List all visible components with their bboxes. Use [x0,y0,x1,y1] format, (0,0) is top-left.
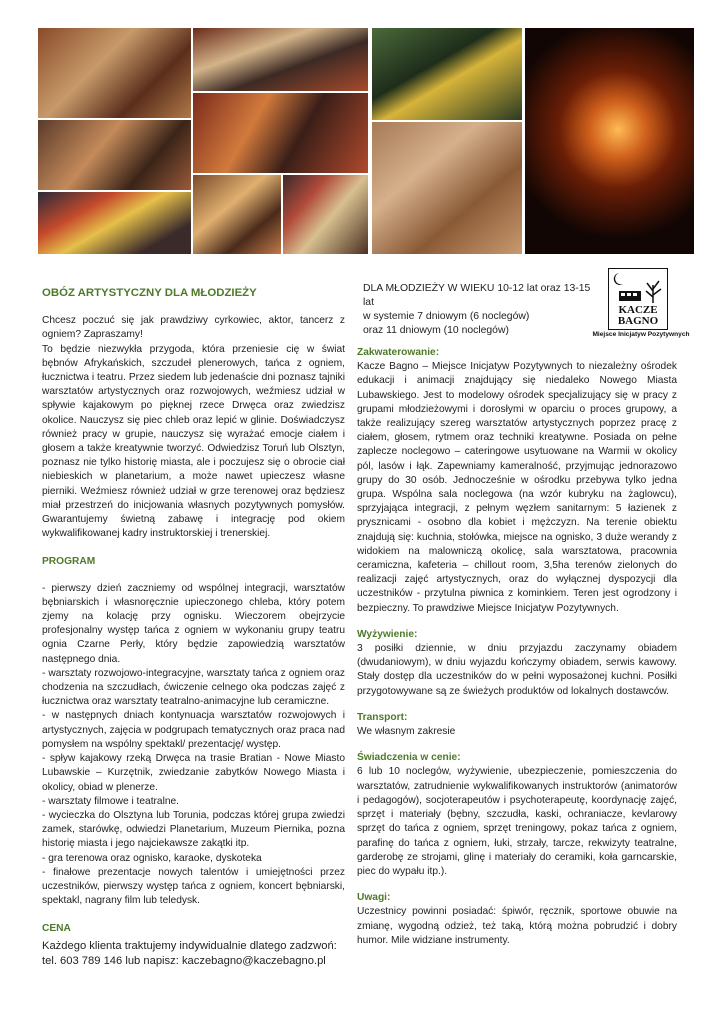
program-item: - w następnych dniach kontynuacja warsztatów rozwojowych i artystycznych, zajęcia w podgrupach tematycznych oraz praca nad pomysłem na wspólny spektakl/ prezentację/ występ. [42,710,345,750]
accommodation-text: Kacze Bagno – Miejsce Inicjatyw Pozytywnych to niezależny ośrodek edukacji i animacji znajdujący się niedaleko Nowego Miasta Lubawskiego. Jest to modelowy ośrodek specjalizujący się w pracy z grupami młodzieżowymi i dorosłymi w oparciu o proces grupowy, a także realizujący szereg warsztatów artystycznych poprzez pracę z ciałem, głosem, rytmem oraz techniki kreatywne. Posiada on pełne zaplecze noclegowo – cateringowe usytuowane na Warmii w okolicy pól, lasów i łąk. Zapewniamy kameralność, przyjmując jednorazowo grupy do 30 osób. Jednocześnie w ośrodku przebywa tylko jedna grupa. Wspólna sala noclegowa (na wzór kubryku na żaglowcu), sprzyjająca integracji, z pełnym węzłem sanitarnym: 5 łazienek z prysznicami - osobno dla kobiet i mężczyzn. Na terenie obiektu znajdują się: kuchnia, stołówka, miejsce na ognisko, 3 duże werandy z widokiem na malowniczą okolicę, sala warsztatowa, pracownia ceramiczna, kafeteria – chillout room, 3,5ha terenów zielonych do realizacji zajęć artystycznych, oraz do wyłącznej dyspozycji dla uczestników - przytulna piwnica z kominkiem. Teren jest ogrodzony i bezpieczny. To prawdziwe Miejsce Inicjatyw Pozytywnych. [357,361,677,614]
svg-text:BAGNO: BAGNO [617,315,659,327]
page-title: OBÓZ ARTYSTYCZNY DLA MŁODZIEŻY [42,287,257,299]
logo-caption: Miejsce Inicjatyw Pozytywnych [592,331,690,338]
right-column [357,282,677,948]
services-heading: Świadczenia w cenie: [357,752,461,764]
food-heading: Wyżywienie: [357,628,418,640]
stilts-photo [283,175,368,254]
description-text: To będzie niezwykła przygoda, która przeniesie cię w świat bębnów Afrykańskich, szczudeł plenerowych, tańca z ogniem, łucznictwa i teatru. Przez siedem lub jedenaście dni poznasz tajniki warsztatów artystycznych oraz rozwojowych, weźmiesz udział w spływie kajakowym po pięknej rzece Drwęca oraz zwiedzisz okolice. Nauczysz się piec chleb oraz lepić w glinie. Doświadczysz również pracy w grupie, nauczysz się wyrażać emocje ciałem i głosem a także kreatywnie tworzyć. Odwiedzisz Toruń lub Olsztyn, poznasz nie tylko historię miasta, ale i poczujesz się o obrocie ciał niebieskich w planetarium, a może nawet upieczesz własne pierniki. Weźmiesz również udział w grze terenowej oraz będziesz miał przestrzeń do inicjowania własnych pozytywnych pomysłów. Gwarantujemy świetną zabawę i integrację pod okiem wykwalifikowanej kadry instruktorskiej i trenerskiej. [42,343,345,540]
age-line: DLA MŁODZIEŻY W WIEKU 10-12 lat oraz 13-15 lat [363,283,591,308]
dancing-group-photo [193,175,281,254]
contact-text: tel. 603 789 146 lub napisz: kaczebagno@kaczebagno.pl [42,954,326,967]
group-portrait-photo [193,93,368,173]
program-item: - wycieczka do Olsztyna lub Torunia, podczas której grupa zwiedzi zamek, starówkę, odwiedzi Planetarium, Muzeum Piernika, pozna historię miasta i jego najciekawsze zakątki itp. [42,809,345,850]
drumming-workshop-photo [38,28,191,118]
services-text: 6 lub 10 noclegów, wyżywienie, ubezpieczenie, pomieszczenia do warsztatów, zatrudnienie wykwalifikowanych instruktorów (animatorów i pedagogów), socjoterapeutów i psychoterapeutę, koordynację zajęć, sprzęt i materiały (bębny, szczudła, kaski, ochraniacze, kevlarowy sprzęt do tańca z ogniem, sprzęt treningowy, pokaz tańca z ogniem, parafinę do tańca z ogniem, łuki, strzały, tarcze, rekwizyty teatralne, garderobę ze strojami, glinę i materiały do ceramiki, koła garncarskie, piec do wypału itp.). [357,766,677,877]
dance-workshop-photo [38,192,191,254]
group-with-drums-photo [193,28,368,91]
notes-text: Uczestnicy powinni posiadać: śpiwór, ręcznik, sportowe obuwie na zmianę, wygodną odzież, też taką, którą można pobrudzić i dobry humor. Mile widziane instrumenty. [357,906,677,946]
program-item: - warsztaty rozwojowo-integracyjne, warsztaty tańca z ogniem oraz chodzenia na szczudłach, ćwiczenie celnego oka podczas zajęć z łucznictwa oraz warsztaty teatralno-animacyjne lub ceramiczne. [42,667,345,708]
program-item: - warsztaty filmowe i teatralne. [42,795,180,807]
program-item: - pierwszy dzień zaczniemy od wspólnej integracji, warsztatów bębniarskich i własnoręcznie upieczonego chleba, który potem zjemy na kolację przy ognisku. Wieczorem obejrzycie profesjonalny występ tańca z ogniem w wykonaniu grupy teatru ognia Czarne Perły, który będzie zapowiedzią warsztatów następnego dnia. [42,582,345,665]
transport-heading: Transport: [357,711,408,723]
pottery-wheel-photo [372,122,522,254]
theatre-workshop-photo [38,120,191,190]
age-line: w systemie 7 dniowym (6 noclegów) [363,311,530,322]
program-item: - spływ kajakowy rzeką Drwęca na trasie Bratian - Nowe Miasto Lubawskie – Kurzętnik, zwiedzanie zabytków Nowego Miasta i okolicy, obiad w plenerze. [42,753,345,793]
price-heading: CENA [42,923,71,935]
price-text: Każdego klienta traktujemy indywidualnie dlatego zadzwoń: [42,939,337,952]
left-column [42,282,345,969]
age-line: oraz 11 dniowym (10 noclegów) [363,325,509,336]
program-item: - finałowe prezentacje nowych talentów i umiejętności przez uczestników, pierwszy występ tańca z ogniem, koncert bębniarski, spektakl, nagrany film lub teledysk. [42,866,345,907]
program-heading: PROGRAM [42,556,96,568]
transport-text: We własnym zakresie [357,726,456,738]
fire-spinning-photo [525,28,694,254]
program-item: - gra terenowa oraz ognisko, karaoke, dyskoteka [42,852,262,864]
food-text: 3 posiłki dziennie, w dniu przyjazdu zaczynamy obiadem (dwudaniowym), w dniu wyjazdu kończymy obiadem, serwis kawowy. Stały dostęp dla uczestników do w pełni wyposażonej kuchni. Posiłki przygotowywane są ze świeżych produktów od lokalnych dostawców. [357,643,677,697]
notes-heading: Uwagi: [357,892,391,904]
accommodation-heading: Zakwaterowanie: [357,347,440,358]
svg-text:KACZE: KACZE [618,304,658,316]
intro-text: Chcesz poczuć się jak prawdziwy cyrkowiec, aktor, tancerz z ogniem? Zapraszamy! [42,315,345,341]
kayak-photo [372,28,522,120]
